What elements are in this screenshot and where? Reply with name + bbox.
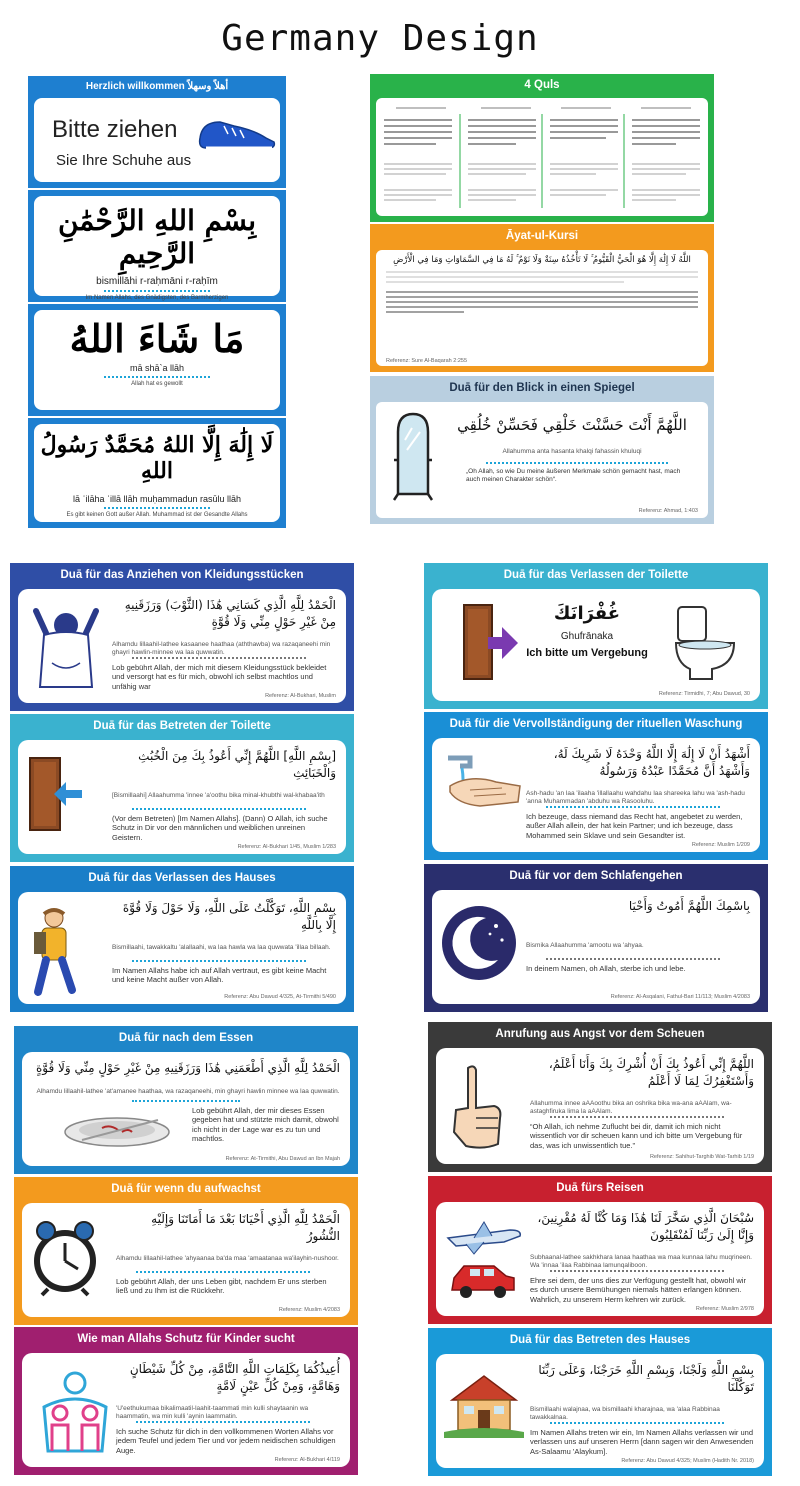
welcome-line1: Bitte ziehen [52,116,178,143]
mashallah-translit: mā shā`a llāh [129,363,185,373]
card-german: (Vor dem Betreten) [Im Namen Allahs]. (Dann) O Allah, ich suche Schutz in Dir vor den männlichen und weiblichen unreinen Geistern. [112,814,328,842]
card-sleep [424,864,768,1012]
card-translit: Ash-hadu 'an laa 'ilaaha 'illallaahu wahdahu laa shareeka lahu wa 'ash-hadu 'anna Muhammadan 'abduhu wa Rasooluhu. [526,790,745,806]
card-house-leave [10,866,354,1012]
card-reference: Referenz: Muslim 2/978 [695,1306,754,1312]
card-header: Duā fürs Reisen [556,1182,644,1194]
mashallah-panel [28,304,286,416]
card-arabic: غُفْرَانَكَ [553,603,621,624]
bismillah-german: Im Namen Allahs, des Gnädigsten, des Barmherzigen [85,295,229,301]
card-arabic: الْحَمْدُ لِلَّهِ الَّذِي أَطْعَمَنِي هَٰذَا وَرَزَقَنِيهِ مِنْ غَيْرِ حَوْلٍ مِنِّي وَلَا قُوَّةٍ [36,1061,340,1075]
card-german: “Oh Allah, ich nehme Zuflucht bei dir, damit ich mich nicht wissentlich vor dir scheuen kann und ich bitte um Vergebung für das, was ich unwissentlich tue.” [530,1122,743,1150]
card-translit: 'U'eethukumaa bikalimaatil-laahit-taammati min kulli shaytaanin wa haammatin, wa min kulli 'aynin laammatin. [116,1405,309,1421]
quls-columns [376,98,708,216]
quls-header: 4 Quls [524,79,560,91]
door-arrow-icon [460,601,520,685]
card-translit: Bismillaahi, tawakkaltu 'alallaahi, wa laa hawla wa laa quwwata 'illaa billaah. [112,944,331,951]
shoes-icon [194,108,282,154]
card-header: Duā für das Anziehen von Kleidungsstücken [60,569,304,581]
card-header: Duā für nach dem Essen [118,1032,254,1044]
bismillah-panel [28,190,286,302]
card-reference: Referenz: Muslim 4/2083 [278,1307,340,1313]
card-translit: Ghufrānaka [560,631,614,642]
mirror-reference: Referenz: Ahmad, 1:403 [638,508,698,514]
card-reference: Referenz: Abu Dawud 4/325; Muslim (Hadith Nr. 2018) [621,1458,754,1464]
shahada-german: Es gibt keinen Gott außer Allah. Muhammad ist der Gesandte Allahs [66,512,248,518]
card-arabic: [بِسْمِ اللَّهِ] اللَّهُمَّ إِنِّي أَعُوذُ بِكَ مِنَ الْخُبُثِ وَالْخَبَائِثِ [138,749,336,781]
card-toilet-leave [424,563,768,709]
card-german: Ehre sei dem, der uns dies zur Verfügung gestellt hat, obwohl wir es durch unsere Bemühungen niemals hätten erlangen können. Wahrlich, zu unserem Herrn kehren wir zurück. [530,1276,746,1304]
card-reference: Referenz: Al-Bukhari 1/45, Muslim 1/283 [237,844,336,850]
card-reference: Referenz: Sahihut-Targhib Wat-Tarhib 1/19 [649,1154,754,1160]
card-header: Duā für das Verlassen des Hauses [88,872,276,884]
card-translit: Alhamdu lillaahil-lathee 'ahyaanaa ba'da maa 'amaatanaa wa'ilayhin-nushoor. [116,1255,339,1262]
card-header: Anrufung aus Angst vor dem Scheuen [495,1028,705,1040]
card-children [14,1327,358,1475]
card-reference: Referenz: Al-Asqalani, Fathul-Bari 11/113; Muslim 4/2083 [610,994,750,1000]
door-arrow-icon [26,754,86,839]
card-wakeup [14,1177,358,1325]
ayatul-kursi-text-icon [384,266,700,316]
card-reference: Referenz: At-Tirmithi, Abu Dawud an Ibn Majah [225,1156,340,1162]
card-german: Im Namen Allahs habe ich auf Allah vertraut, es gibt keine Macht und keine Macht außer von Allah. [112,966,327,985]
card-translit: Subhaanal-lathee sakhkhara lanaa haathaa wa maa kunnaa lahu muqrineen. Wa 'innaa 'ilaa Rabbinaa lamunqaliboon. [530,1254,752,1270]
card-arabic: الْحَمْدُ لِلَّهِ الَّذِي كَسَانِي هَٰذَا (الثَّوْبَ) وَرَزَقَنِيهِ مِنْ غَيْرِ حَوْلٍ مِنِّي وَلَا قُوَّةٍ [124,598,336,630]
card-house-enter [428,1328,772,1476]
card-header: Duā für das Betreten des Hauses [509,1334,691,1346]
card-travel [428,1176,772,1324]
mirror-header: Duā für den Blick in einen Spiegel [449,382,635,394]
welcome-line2: Sie Ihre Schuhe aus [56,152,192,169]
card-reference: Referenz: Abu Dawud 4/325, At-Tirmithi 5/490 [224,994,336,1000]
page-title: Germany Design [221,18,539,59]
welcome-panel [28,76,286,188]
family-icon [30,1367,120,1462]
plane-car-icon [444,1216,524,1307]
card-header: Duā für wenn du aufwachst [111,1183,261,1195]
card-header: Wie man Allahs Schutz für Kinder sucht [77,1333,295,1345]
card-german: Lob gebührt Allah, der mich mit diesem Kleidungsstück bekleidet und versorgt hat es für mich, obwohl ich selbst machtlos und unfähig war [112,663,327,691]
card-german: In deinem Namen, oh Allah, sterbe ich und lebe. [526,964,686,973]
card-arabic: أَشْهَدُ أَنْ لَا إِلَٰهَ إِلَّا اللَّهُ وَحْدَهُ لَا شَرِيكَ لَهُ، وَأَشْهَدُ أَنَّ مُحَمَّدًا عَبْدُهُ وَرَسُولُهُ [553,747,750,779]
card-arabic: بِسْمِ اللَّهِ، تَوَكَّلْتُ عَلَى اللَّهِ، وَلَا حَوْلَ وَلَا قُوَّةَ إِلَّا بِاللَّهِ [122,901,336,933]
card-translit: [Bismillaahi] Allaahumma 'innee 'a'oothu bika minal-khubthi wal-khabaa'ith [112,792,325,799]
card-arabic: بِاسْمِكَ اللَّهُمَّ أَمُوتُ وَأَحْيَا [628,899,750,913]
card-translit: Allahumma innee aAAoothu bika an oshrika bika wa-ana aAAlam, wa-astaghfiruka lima la aAAlam. [530,1100,732,1116]
card-food [14,1026,358,1174]
ayatul-kursi-reference: Referenz: Sure Al-Baqarah 2:255 [386,358,468,364]
card-reference: Referenz: Tirmidhi, 7; Abu Dawud, 30 [658,691,750,697]
mirror-card [370,376,714,524]
shahada-translit: lā ʾilāha ʾillā llāh muḥammadun rasūlu llāh [72,494,242,504]
card-german: Ich bitte um Vergebung [526,647,648,659]
moon-icon [440,904,518,987]
mirror-translit: Allahumma anta hasanta khalqi fahassin khuluqi [502,448,642,455]
clothing-icon [26,603,106,698]
card-translit: Bismillaahi walajnaa, wa bismillaahi kharajnaa, wa 'alaa Rabbinaa tawakkalnaa. [530,1406,720,1422]
card-showoff [428,1022,772,1172]
walking-boy-icon [26,906,82,1003]
card-header: Duā für die Vervollständigung der rituellen Waschung [449,718,743,730]
card-german: Lob gebührt Allah, der uns Leben gibt, nachdem Er uns sterben ließ und zu Ihm ist die Rückkehr. [116,1277,327,1296]
shahada-panel [28,418,286,528]
finger-icon [444,1062,506,1157]
bismillah-arabic: بِسْمِ اللهِ الرَّحْمَٰنِ الرَّحِيمِ [57,204,257,270]
card-reference: Referenz: Al-Bukhari 4/119 [274,1457,340,1463]
house-icon [444,1368,524,1443]
shahada-arabic: لَا إِلَٰهَ إِلَّا اللهُ مُحَمَّدٌ رَسُولُ اللهِ [40,432,274,484]
card-wudu [424,712,768,860]
card-arabic: سُبْحَانَ الَّذِي سَخَّرَ لَنَا هَٰذَا وَمَا كُنَّا لَهُ مُقْرِنِينَ، وَإِنَّا إِلَىٰ رَبِّنَا لَمُنْقَلِبُونَ [537,1211,754,1243]
mirror-arabic: اللَّهُمَّ أَنْتَ حَسَّنْتَ خَلْقِي فَحَسِّنْ خُلُقِي [457,416,687,434]
card-german: Ich bezeuge, dass niemand das Recht hat, angebetet zu werden, außer Allah allein, der hat kein Partner; und ich bezeuge, dass Mohammed sein Sklave und sein Gesandter ist. [526,812,743,840]
bismillah-translit: bismillāhi r-raḥmāni r-raḥīm [96,276,218,287]
card-arabic: اللَّهُمَّ إِنِّي أَعُوذُ بِكَ أَنْ أُشْرِكَ بِكَ وَأَنَا أَعْلَمُ، وَأَسْتَغْفِرُكَ لِمَا لَا أَعْلَمُ [548,1057,754,1089]
welcome-header: Herzlich willkommen أهلاً وسهلاً [85,81,229,92]
card-header: Duā für das Verlassen der Toilette [503,569,689,581]
card-header: Duā für vor dem Schlafengehen [509,870,683,882]
ayatul-kursi-header: Āyat-ul-Kursi [505,230,579,242]
card-clothes [10,563,354,711]
toilet-icon [672,603,742,683]
card-translit: Alhamdu lillaahil-lathee kasaanee haathaa (aththawba) wa razaqaneehi min ghayri hawlin-minnee wa laa quwwatin. [112,641,331,657]
hand-washing-icon [440,752,524,817]
alarm-clock-icon [30,1217,100,1302]
ayatul-kursi-arabic: اللَّهُ لَا إِلَٰهَ إِلَّا هُوَ الْحَيُّ الْقَيُّومُ ۚ لَا تَأْخُذُهُ سِنَةٌ وَلَا نَوْمٌ ۚ لَهُ مَا فِي السَّمَاوَاتِ وَمَا فِي الْأَرْضِ [393,255,691,265]
card-german: Im Namen Allahs treten wir ein, Im Namen Allahs verlassen wir und verlassen uns auf unseren Herrn [dann sagen wir den Anwesenden As-Salaamu 'Alaykum]. [530,1428,754,1456]
card-arabic: بِسْمِ اللَّهِ وَلَجْنَا، وَبِسْمِ اللَّهِ خَرَجْنَا، وَعَلَى رَبِّنَا تَوَكَّلْنَا [538,1363,754,1395]
card-translit: Bismika Allaahumma 'amootu wa 'ahyaa. [526,942,644,949]
card-translit: Alhamdu lillaahil-lathee 'at'amanee haathaa, wa razaqaneehi, min ghayri hawlin minnee wa laa quwwatin. [36,1088,340,1095]
ayatul-kursi-card [370,224,714,372]
mirror-icon [390,410,436,502]
card-toilet-enter [10,714,354,862]
plate-icon [62,1110,172,1155]
mashallah-arabic: مَا شَاءَ اللهُ [69,316,245,361]
card-reference: Referenz: Al-Bukhari, Muslim [265,693,336,699]
card-reference: Referenz: Muslim 1/209 [691,842,750,848]
quls-text-icon [376,98,708,216]
mirror-german: „Oh Allah, so wie Du meine äußeren Merkmale schön gemacht hast, mach auch meinen Charakter schön“. [466,468,681,484]
card-arabic: أُعِيذُكُمَا بِكَلِمَاتِ اللَّهِ التَّامَّةِ، مِنْ كُلِّ شَيْطَانٍ وَهَامَّةٍ، وَمِنْ كُلِّ عَيْنٍ لَامَّةٍ [129,1362,340,1394]
card-german: Lob gebührt Allah, der mir dieses Essen gegeben hat und stützte mich damit, obwohl ich nicht in der Lage war es zu tun und machtlos. [192,1106,339,1144]
card-german: Ich suche Schutz für dich in den vollkommenen Worten Allahs vor jedem Teufel und jedem Tier und vor jedem neidischen schuldigen Auge. [116,1427,336,1455]
card-arabic: الْحَمْدُ لِلَّهِ الَّذِي أَحْيَانَا بَعْدَ مَا أَمَاتَنَا وَإِلَيْهِ النُّشُورُ [151,1212,340,1244]
quls-card [370,74,714,222]
mashallah-german: Allah hat es gewollt [131,381,183,387]
card-header: Duā für das Betreten der Toilette [93,720,271,732]
